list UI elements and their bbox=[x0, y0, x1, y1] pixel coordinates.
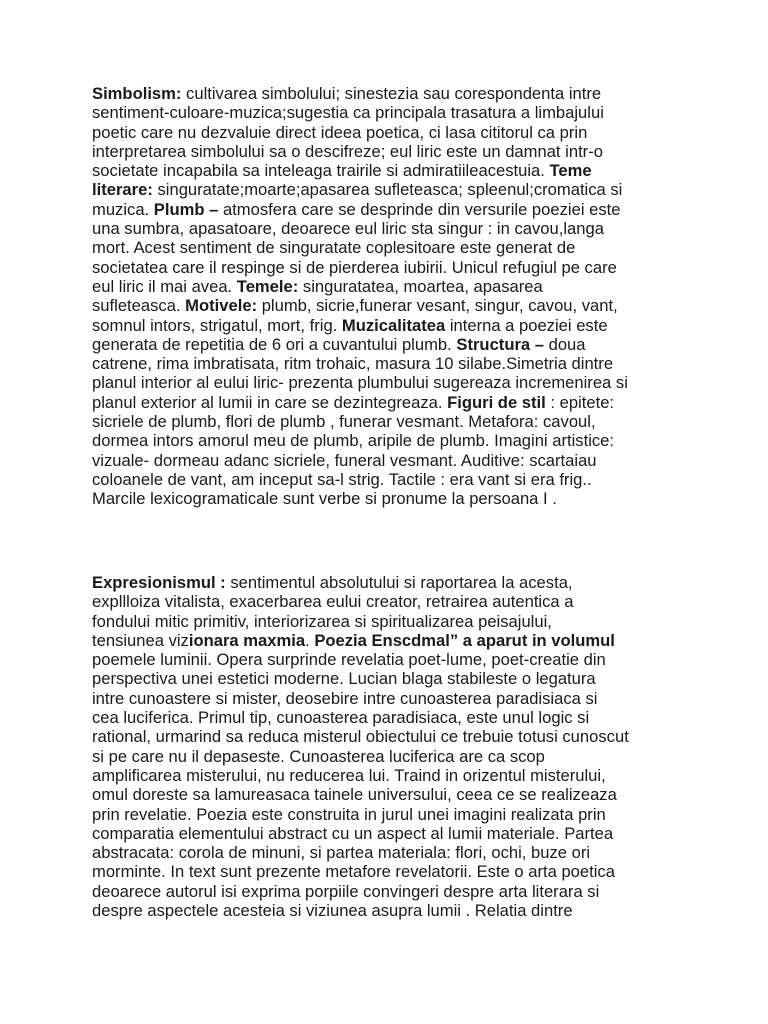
paragraph-expresionismul bbox=[92, 573, 686, 920]
text-run: muzica. bbox=[92, 199, 154, 219]
text-run: deoarece autorul isi exprima porpiile convingeri despre arta literara si bbox=[92, 881, 600, 901]
bold-term: Structura – bbox=[456, 334, 544, 354]
text-run: doua bbox=[543, 334, 586, 354]
bold-term: Teme bbox=[549, 161, 592, 181]
text-run: sicriele de plumb, flori de plumb , funerar vesmant. Metafora: cavoul, bbox=[92, 412, 596, 432]
text-line bbox=[92, 335, 686, 354]
text-line bbox=[92, 200, 686, 219]
text-line bbox=[92, 727, 686, 746]
text-line bbox=[92, 219, 686, 238]
text-line bbox=[92, 142, 686, 161]
text-line bbox=[92, 354, 686, 373]
text-line bbox=[92, 489, 686, 508]
text-line bbox=[92, 612, 686, 631]
text-run: singuratatea, moartea, apasarea bbox=[298, 276, 543, 296]
text-line bbox=[92, 766, 686, 785]
text-line bbox=[92, 451, 686, 470]
text-run: si pe care nu il depaseste. Cunoasterea luciferica are ca scop bbox=[92, 746, 545, 766]
text-line bbox=[92, 573, 686, 592]
text-line bbox=[92, 689, 686, 708]
bold-term: Poezia Enscdmal” a aparut in volumul bbox=[314, 630, 615, 650]
text-line bbox=[92, 882, 686, 901]
text-run: despre aspectele acesteia si viziunea asupra lumii . Relatia dintre bbox=[92, 901, 573, 921]
bold-term: Simbolism: bbox=[92, 84, 182, 103]
text-line bbox=[92, 277, 686, 296]
text-run: vizuale- dormeau adanc sicriele, funeral vesmant. Auditive: scartaiau bbox=[92, 450, 597, 470]
text-line bbox=[92, 805, 686, 824]
text-run: plumb, sicrie,funerar vesant, singur, cavou, vant, bbox=[257, 296, 618, 316]
text-run: . bbox=[305, 630, 315, 650]
text-line bbox=[92, 901, 686, 920]
text-line bbox=[92, 123, 686, 142]
text-run: planul exterior al lumii in care se dezintegreaza. bbox=[92, 392, 448, 412]
text-run: sufleteasca. bbox=[92, 296, 186, 316]
text-run: cea luciferica. Primul tip, cunoasterea paradisiaca, este unul logic si bbox=[92, 708, 590, 728]
text-run: intre cunoastere si mister, deosebire intre cunoasterea paradisiaca si bbox=[92, 688, 598, 708]
text-line bbox=[92, 373, 686, 392]
text-run: cultivarea simbolului; sinestezia sau corespondenta intre bbox=[181, 84, 602, 103]
text-line bbox=[92, 431, 686, 450]
text-run: abstracata: corola de minuni, si partea materiala: flori, ochi, buze ori bbox=[92, 843, 591, 863]
bold-term: Plumb – bbox=[153, 199, 219, 219]
text-line bbox=[92, 592, 686, 611]
text-run: morminte. In text sunt prezente metafore revelatorii. Este o arta poetica bbox=[92, 862, 615, 882]
text-run: : epitete: bbox=[545, 392, 615, 412]
text-run: dormea intors amorul meu de plumb, aripile de plumb. Imagini artistice: bbox=[92, 431, 615, 451]
text-run: perspectiva unei estetici moderne. Lucian blaga stabileste o legatura bbox=[92, 669, 596, 689]
text-run: societatea care il respinge si de pierderea iubirii. Unicul refugiul pe care bbox=[92, 257, 617, 277]
text-line bbox=[92, 180, 686, 199]
text-line bbox=[92, 84, 686, 103]
text-run: tensiunea viz bbox=[92, 630, 189, 650]
text-line bbox=[92, 161, 686, 180]
text-line bbox=[92, 238, 686, 257]
text-line bbox=[92, 393, 686, 412]
text-run: comparatia elementului abstract cu un aspect al lumii materiale. Partea bbox=[92, 823, 614, 843]
text-line bbox=[92, 785, 686, 804]
text-line bbox=[92, 470, 686, 489]
text-line bbox=[92, 843, 686, 862]
bold-term: Figuri de stil bbox=[447, 392, 546, 412]
text-line bbox=[92, 708, 686, 727]
text-run: catrene, rima imbratisata, ritm trohaic, masura 10 silabe.Simetria dintre bbox=[92, 354, 614, 374]
text-line bbox=[92, 296, 686, 315]
text-run: rational, urmarind sa reduca misterul obiectului ce trebuie totusi cunoscut bbox=[92, 727, 629, 747]
bold-term: Expresionismul : bbox=[92, 573, 226, 592]
text-run: una sumbra, apasatoare, deoarece eul liric sta singur : in cavou,langa bbox=[92, 219, 604, 239]
text-run: atmosfera care se desprinde din versurile poeziei este bbox=[218, 199, 621, 219]
text-line bbox=[92, 862, 686, 881]
text-run: somnul intors, strigatul, mort, frig. bbox=[92, 315, 342, 335]
text-line bbox=[92, 258, 686, 277]
text-run: societate incapabila sa inteleaga trairile si admiratiileacestuia. bbox=[92, 161, 550, 181]
text-run: sentimentul absolutului si raportarea la acesta, bbox=[225, 573, 573, 592]
paragraph-simbolism bbox=[92, 84, 686, 509]
text-run: Marcile lexicogramaticale sunt verbe si pronume la persoana I . bbox=[92, 489, 557, 509]
text-run: singuratate;moarte;apasarea sufleteasca; spleenul;cromatica si bbox=[152, 180, 623, 200]
text-run: amplificarea misterului, nu reducerea lui. Traind in orizentul misterului, bbox=[92, 765, 606, 785]
text-line bbox=[92, 412, 686, 431]
text-run: eul liric il mai avea. bbox=[92, 276, 237, 296]
text-line bbox=[92, 650, 686, 669]
bold-term: Muzicalitatea bbox=[341, 315, 446, 335]
text-run: expllloiza vitalista, exacerbarea eului creator, retrairea autentica a bbox=[92, 592, 574, 612]
text-run: mort. Acest sentiment de singuratate coplesitoare este generat de bbox=[92, 238, 576, 258]
text-line bbox=[92, 103, 686, 122]
bold-term: Motivele: bbox=[185, 296, 258, 316]
bold-term: ionara maxmia bbox=[188, 630, 306, 650]
text-run: interna a poeziei este bbox=[445, 315, 608, 335]
text-run: omul doreste sa lamureasaca tainele universului, ceea ce se realizeaza bbox=[92, 785, 617, 805]
text-run: poetic care nu dezvaluie direct ideea poetica, ci lasa cititorul ca prin bbox=[92, 122, 588, 142]
text-run: coloanele de vant, am inceput sa-l strig. Tactile : era vant si era frig.. bbox=[92, 469, 592, 489]
text-line bbox=[92, 747, 686, 766]
text-run: planul interior al eului liric- prezenta plumbului sugereaza incremenirea si bbox=[92, 373, 628, 393]
text-run: sentiment-culoare-muzica;sugestia ca principala trasatura a limbajului bbox=[92, 103, 604, 123]
text-line bbox=[92, 669, 686, 688]
bold-term: Temele: bbox=[236, 276, 299, 296]
text-run: poemele luminii. Opera surprinde revelatia poet-lume, poet-creatie din bbox=[92, 650, 606, 670]
text-line bbox=[92, 631, 686, 650]
text-run: interpretarea simbolului sa o descifreze; eul liric este un damnat intr-o bbox=[92, 141, 603, 161]
text-line bbox=[92, 824, 686, 843]
text-run: generata de repetitia de 6 ori a cuvantului plumb. bbox=[92, 334, 457, 354]
text-run: prin revelatie. Poezia este construita in jurul unei imagini realizata prin bbox=[92, 804, 606, 824]
text-line bbox=[92, 316, 686, 335]
text-run: fondului mitic primitiv, interiorizarea si spiritualizarea peisajului, bbox=[92, 611, 552, 631]
bold-term: literare: bbox=[92, 180, 153, 200]
